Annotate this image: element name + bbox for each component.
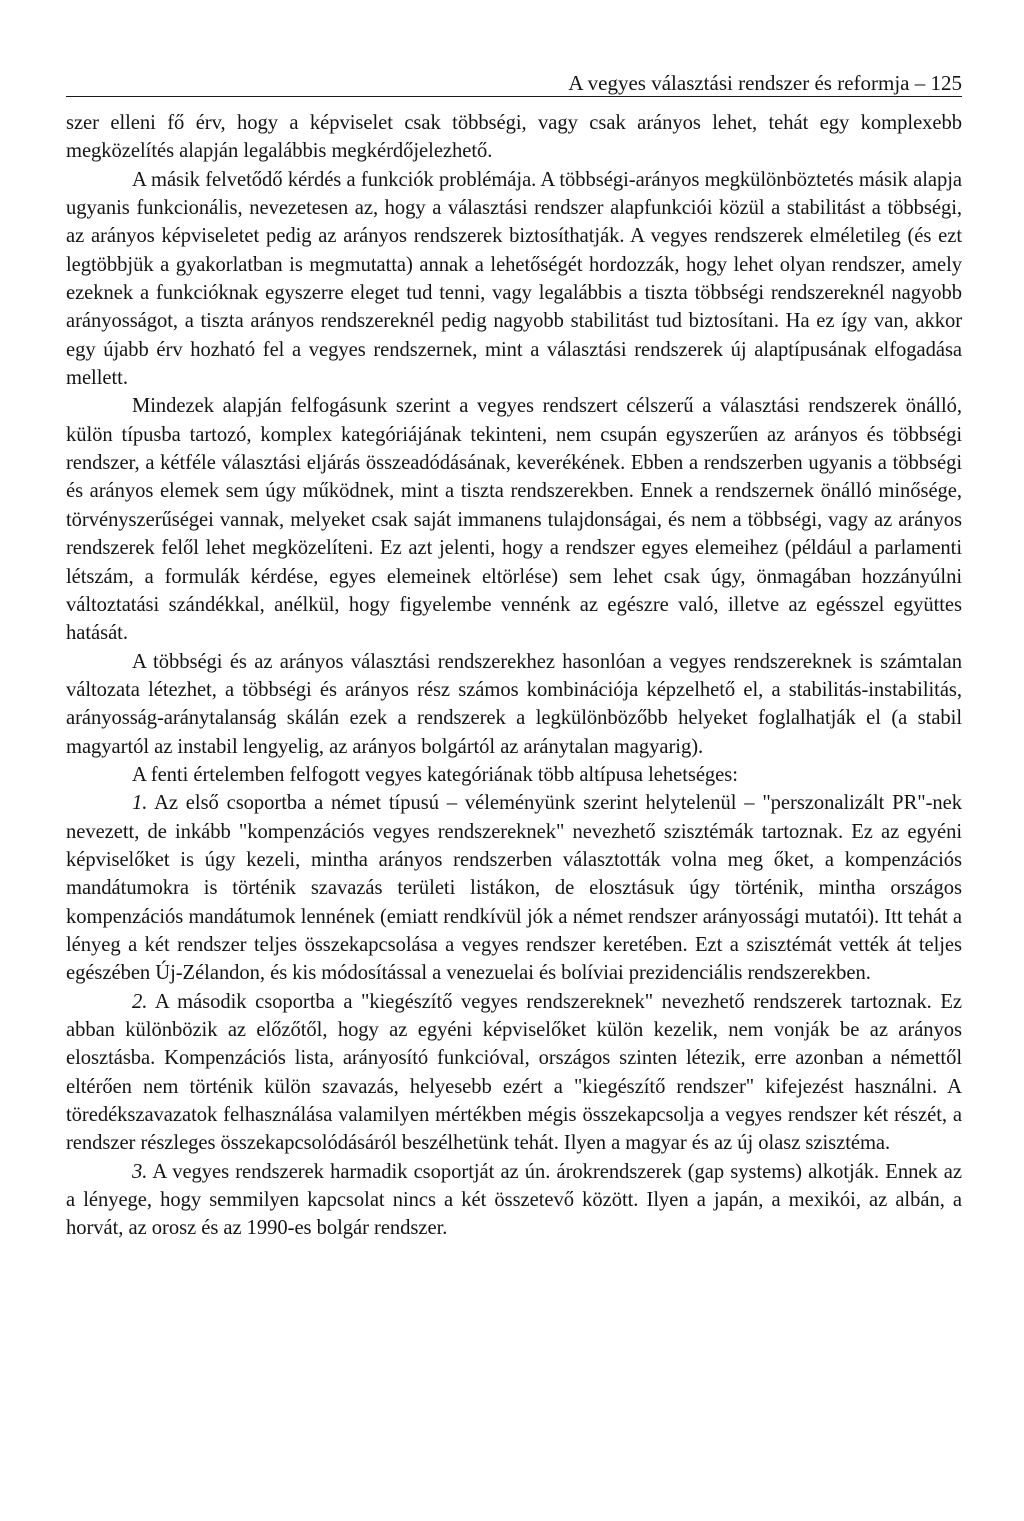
body-text (66, 109, 962, 1243)
paragraph-separate-category (66, 392, 962, 647)
list-item-compensatory (66, 789, 962, 987)
paragraph-functions (66, 166, 962, 393)
paragraph-text: szer elleni fő érv, hogy a képviselet csak többségi, vagy csak arányos lehet, tehát egy komplexebb megközelítés alapján legalábbis megkérdőjelezhető. (66, 112, 962, 163)
paragraph-text: A vegyes rendszerek harmadik csoportját az ún. árokrendszerek (gap systems) alkotják. Ennek az a lényege, hogy semmilyen kapcsolat nincs a két összetevő között. Ilyen a japán, a mexikói, az albán, a horvát, az orosz és az 1990-es bolgár rendszer. (66, 1160, 962, 1240)
paragraph-variants (66, 648, 962, 761)
paragraph-text: Az első csoportba a német típusú – véleményünk szerint helytelenül – "perszonalizált PR"-nek nevezett, de inkább "kompenzációs vegyes rendszereknek" nevezhető szisztémák tartoznak. Ez az egyéni képviselőket is úgy kezeli, mintha arányos rendszerben választották volna meg őket, a kompenzációs mandátumokra is történik szavazás területi listákon, de elosztásuk úgy történik, mintha országos kompenzációs mandátumok lennének (emiatt rendkívül jók a német rendszer arányossági mutatói). Itt tehát a lényeg a két rendszer teljes összekapcsolása a vegyes rendszer keretében. Ezt a szisztémát vették át teljes egészében Új-Zélandon, és kis módosítással a venezuelai és bolíviai prezidenciális rendszerekben. (66, 792, 962, 985)
paragraph-text: Mindezek alapján felfogásunk szerint a vegyes rendszert célszerű a választási rendszerek önálló, külön típusba tartozó, komplex kategóriájának tekinteni, nem csupán egyszerűen az arányos és többségi rendszer, a kétféle választási eljárás összeadódásának, keverékének. Ebben a rendszerben ugyanis a többségi és arányos elemek sem úgy működnek, mint a tiszta rendszerekben. Ennek a rendszernek önálló minősége, törvényszerűségei vannak, melyeket csak saját immanens tulajdonságai, és nem a többségi, vagy az arányos rendszerek felől lehet megközelíteni. Ez azt jelenti, hogy a rendszer egyes elemeihez (például a parlamenti létszám, a formulák kérdése, egyes elemeinek eltörlése) sem lehet csak úgy, önmagában hozzányúlni változtatási szándékkal, anélkül, hogy figyelembe vennénk az egészre való, illetve az egésszel együttes hatását. (66, 395, 962, 645)
book-page (66, 62, 962, 1243)
paragraph-text: A fenti értelemben felfogott vegyes kategóriának több altípusa lehetséges: (132, 763, 738, 786)
list-number: 1. (132, 792, 148, 815)
list-item-gap-systems (66, 1158, 962, 1243)
running-title: A vegyes választási rendszer és reformja – 125 (568, 71, 962, 95)
list-number: 2. (132, 990, 148, 1013)
paragraph-text: A többségi és az arányos választási rendszerekhez hasonlóan a vegyes rendszereknek is számtalan változata létezhet, a többségi és arányos rész számos kombinációja képzelhető el, a stabilitás-instabilitás, arányosság-aránytalanság skálán ezek a rendszerek a legkülönbözőbb helyeket foglalhatják el (a stabil magyartól az instabil lengyelig, az arányos bolgártól az aránytalan magyarig). (66, 650, 962, 758)
paragraph-text: A másik felvetődő kérdés a funkciók problémája. A többségi-arányos megkülönböztetés másik alapja ugyanis funkcionális, nevezetesen az, hogy a választási rendszer alapfunkciói közül a stabilitást a többségi, az arányos képviseletet pedig az arányos rendszerek biztosíthatják. A vegyes rendszerek elméletileg (és ezt legtöbbjük a gyakorlatban is megmutatta) annak a lehetőségét hordozzák, hogy lehet olyan rendszer, amely ezeknek a funkcióknak egyszerre eleget tud tenni, vagy legalábbis a tiszta többségi rendszereknél nagyobb arányosságot, a tiszta arányos rendszereknél pedig nagyobb stabilitást tud biztosítani. Ha ez így van, akkor egy újabb érv hozható fel a vegyes rendszernek, mint a választási rendszerek új alaptípusának elfogadása mellett. (66, 168, 962, 390)
list-item-supplementary (66, 988, 962, 1158)
running-header (66, 62, 962, 97)
paragraph-text: A második csoportba a "kiegészítő vegyes rendszereknek" nevezhető rendszerek tartoznak. Ez abban különbözik az előzőtől, hogy az egyéni képviselőket külön kezelik, nem vonják be az arányos elosztásba. Kompenzációs lista, arányosító funkcióval, országos szinten létezik, erre azonban a némettől eltérően nem történik külön szavazás, helyesebb ezért a "kiegészítő rendszer" kifejezést használni. A töredékszavazatok felhasználása valamilyen mértékben mégis összekapcsolja a vegyes rendszer két részét, a rendszer részleges összekapcsolódásáról beszélhetünk tehát. Ilyen a magyar és az új olasz szisztéma. (66, 990, 962, 1155)
list-number: 3. (132, 1160, 148, 1183)
paragraph-subtypes-intro (66, 761, 962, 789)
paragraph-continuation (66, 109, 962, 166)
